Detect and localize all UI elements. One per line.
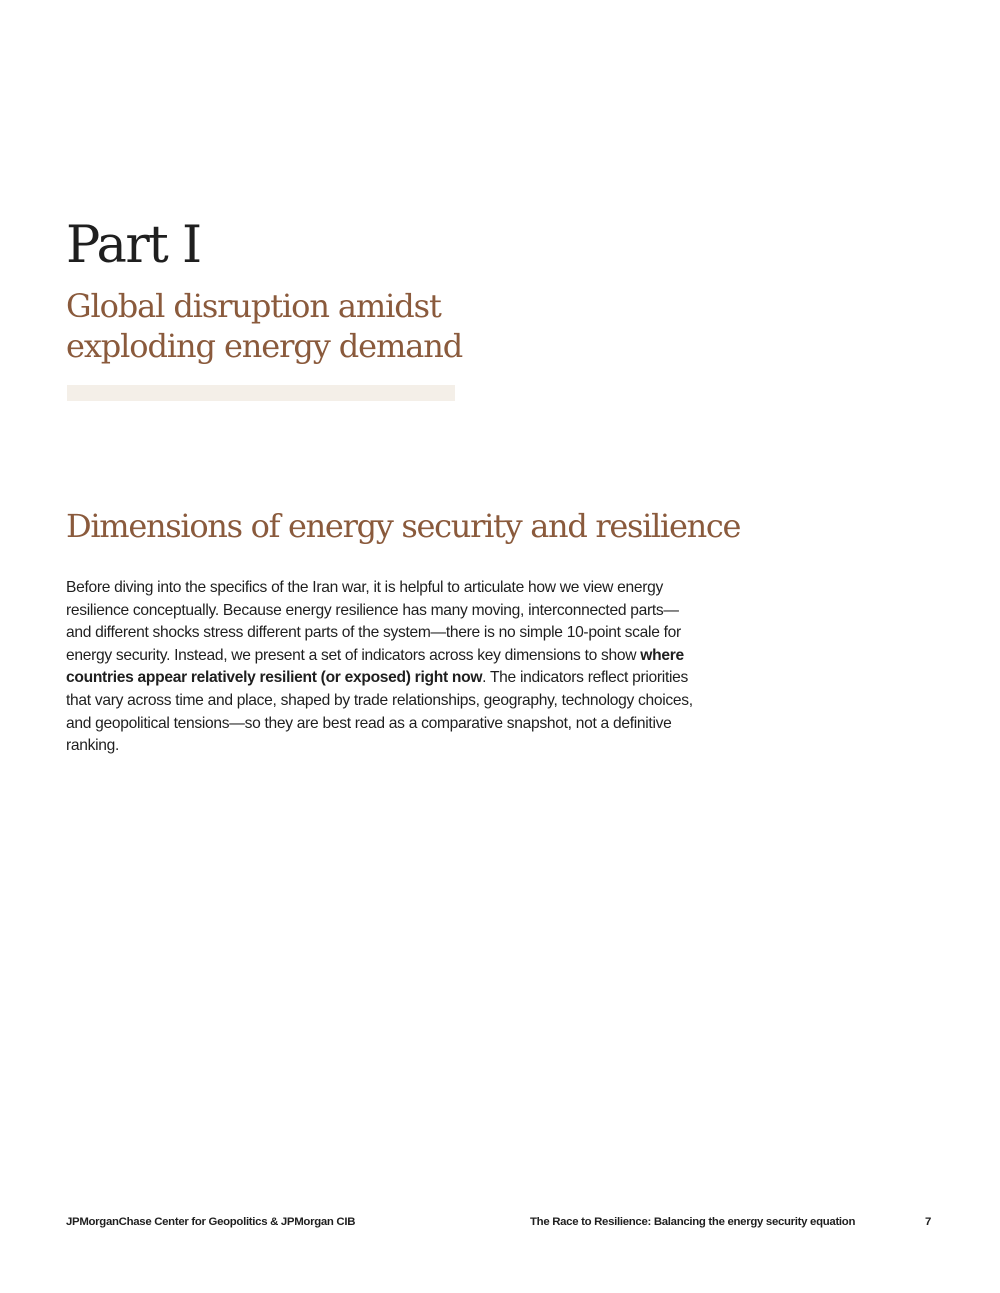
body-line [66, 667, 778, 690]
body-line: Before diving into the specifics of the Iran war, it is helpful to articulate how we view energy [66, 579, 664, 596]
body-line [66, 645, 778, 668]
body-line: resilience conceptually. Because energy resilience has many moving, interconnected parts— [66, 601, 679, 619]
section-divider-bar [67, 385, 455, 401]
body-line: and geopolitical tensions—so they are best read as a comparative snapshot, not a definitive [66, 714, 672, 732]
body-emphasis: countries appear relatively resilient (or exposed) right now [66, 669, 483, 687]
body-line: that vary across time and place, shaped by trade relationships, geography, technology choices, [66, 691, 693, 709]
page-number: 7 [925, 1216, 932, 1228]
footer-report-title: The Race to Resilience: Balancing the energy security equation [530, 1216, 856, 1228]
footer-publisher: JPMorganChase Center for Geopolitics & JPMorgan CIB [66, 1216, 356, 1228]
part-title: Part I [66, 216, 201, 275]
part-subtitle [66, 286, 462, 366]
section-heading: Dimensions of energy security and resilience [66, 507, 741, 545]
body-line: ranking. [66, 737, 120, 755]
body-line-text: energy security. Instead, we present a set of indicators across key dimensions to show [66, 646, 641, 664]
part-subtitle-line: exploding energy demand [66, 327, 463, 365]
body-paragraph [66, 577, 778, 758]
body-line: and different shocks stress different parts of the system—there is no simple 10-point scale for [66, 624, 681, 642]
part-subtitle-line: Global disruption amidst [66, 287, 441, 325]
body-line-text: . The indicators reflect priorities [482, 669, 689, 687]
body-emphasis: where [640, 646, 684, 664]
